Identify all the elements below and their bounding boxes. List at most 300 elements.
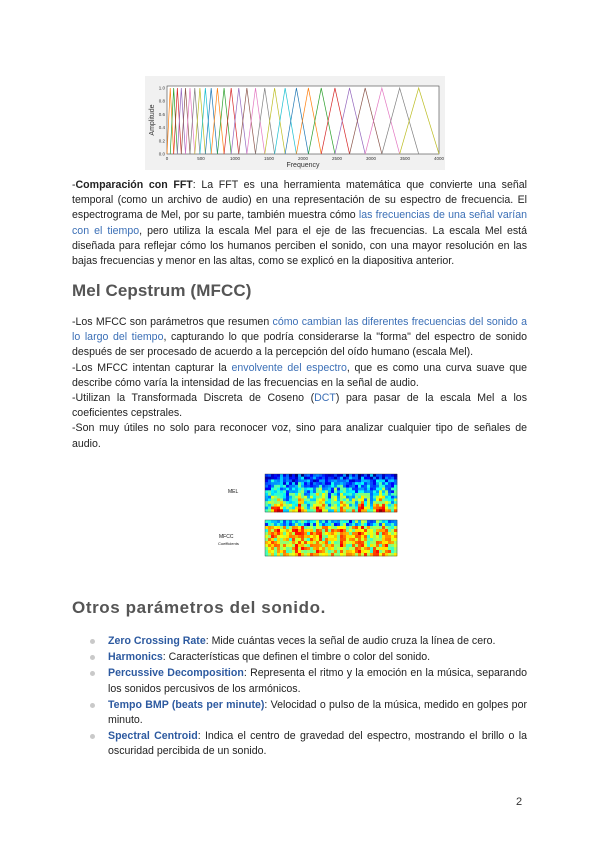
spectrogram-cell [346,526,349,529]
spectrogram-cell [301,501,304,504]
spectrogram-cell [364,488,367,491]
spectrogram-cell [268,482,271,485]
spectrogram-cell [277,520,280,523]
spectrogram-cell [280,477,283,480]
spectrogram-cell [331,526,334,529]
spectrogram-cell [385,485,388,488]
spectrogram-cell [301,490,304,493]
spectrogram-cell [271,529,274,532]
spectrogram-cell [370,532,373,535]
spectrogram-cell [292,529,295,532]
spectrogram-cell [340,532,343,535]
spectrogram-cell [319,488,322,491]
spectrogram-cell [286,523,289,526]
spectrogram-cell [340,485,343,488]
spectrogram-cell [367,479,370,482]
spectrogram-cell [325,496,328,499]
spectrogram-cell [376,479,379,482]
spectrogram-cell [364,485,367,488]
spectrogram-cell [301,493,304,496]
spectrogram-cell [295,523,298,526]
spectrogram-cell [313,541,316,544]
spectrogram-cell [298,474,301,477]
spectrogram-cell [376,496,379,499]
mfcc-p4-text: -Son muy útiles no solo para reconocer voz, sino para analizar cualquier tipo de señales de audio. [72,422,527,450]
spectrogram-cell [367,490,370,493]
spectrogram-cell [295,526,298,529]
spectrogram-cell [289,490,292,493]
spectrogram-cell [322,547,325,550]
spectrogram-cell [307,477,310,480]
spectrogram-cell [379,490,382,493]
mel-mfcc-figure [215,466,405,570]
spectrogram-cell [355,520,358,523]
spectrogram-cell [376,532,379,535]
spectrogram-cell [274,490,277,493]
mfcc-p2-text-b: , que es como una curva suave que describe cómo varía la intensidad de las frecuencias en la señal de audio. [72,361,527,389]
spectrogram-cell [277,547,280,550]
spectrogram-cell [391,532,394,535]
mfcc-p3-text-b: ) para pasar de la escala Mel a los coeficientes cepstrales. [72,392,527,420]
spectrogram-cell [334,538,337,541]
spectrogram-cell [373,498,376,501]
spectrogram-cell [328,474,331,477]
spectrogram-cell [388,541,391,544]
bullet-text: : Indica el centro de gravedad del espectro, mostrando el brillo o la oscuridad percibida de un sonido. [108,730,527,758]
spectrogram-cell [358,485,361,488]
spectrogram-cell [319,520,322,523]
spectrogram-cell [385,504,388,507]
spectrogram-cell [292,485,295,488]
spectrogram-cell [346,488,349,491]
spectrogram-cell [346,498,349,501]
spectrogram-cell [379,550,382,553]
spectrogram-cell [343,474,346,477]
spectrogram-cell [349,504,352,507]
spectrogram-cell [343,538,346,541]
spectrogram-cell [322,538,325,541]
spectrogram-cell [274,496,277,499]
spectrogram-cell [286,541,289,544]
spectrogram-cell [301,523,304,526]
spectrogram-cell [301,479,304,482]
spectrogram-cell [337,523,340,526]
spectrogram-cell [292,501,295,504]
spectrogram-cell [295,496,298,499]
spectrogram-cell [361,493,364,496]
spectrogram-cell [337,488,340,491]
spectrogram-cell [328,490,331,493]
mfcc-p3-link[interactable]: DCT [314,392,336,405]
y-tick-label: 1.0 [158,85,165,91]
spectrogram-cell [328,544,331,547]
spectrogram-cell [298,550,301,553]
spectrogram-cell [352,532,355,535]
spectrogram-cell [286,488,289,491]
spectrogram-cell [316,550,319,553]
spectrogram-cell [379,507,382,510]
spectrogram-cell [283,488,286,491]
spectrogram-cell [310,485,313,488]
spectrogram-cell [361,523,364,526]
spectrogram-cell [361,550,364,553]
spectrogram-cell [376,498,379,501]
spectrogram-cell [292,507,295,510]
spectrogram-cell [301,529,304,532]
spectrogram-cell [274,493,277,496]
spectrogram-cell [385,535,388,538]
spectrogram-cell [274,523,277,526]
spectrogram-cell [358,532,361,535]
spectrogram-cell [307,544,310,547]
spectrogram-cell [352,526,355,529]
spectrogram-cell [340,523,343,526]
spectrogram-cell [313,504,316,507]
spectrogram-cell [340,479,343,482]
spectrogram-cell [265,538,268,541]
spectrogram-cell [391,496,394,499]
spectrogram-cell [310,482,313,485]
spectrogram-cell [292,488,295,491]
spectrogram-cell [385,544,388,547]
spectrogram-cell [283,477,286,480]
spectrogram-cell [325,523,328,526]
spectrogram-cell [304,550,307,553]
spectrogram-cell [331,490,334,493]
spectrogram-cell [310,526,313,529]
spectrogram-cell [280,501,283,504]
bullet-term: Zero Crossing Rate [108,635,206,647]
spectrogram-cell [382,538,385,541]
spectrogram-cell [322,485,325,488]
spectrogram-cell [331,501,334,504]
spectrogram-cell [298,482,301,485]
bullet-icon [90,639,95,644]
spectrogram-cell [286,477,289,480]
spectrogram-cell [340,496,343,499]
spectrogram-cell [283,538,286,541]
spectrogram-cell [388,535,391,538]
spectrogram-cell [376,541,379,544]
spectrogram-cell [274,526,277,529]
spectrogram-cell [367,498,370,501]
spectrogram-cell [310,504,313,507]
spectrogram-cell [322,479,325,482]
spectrogram-cell [358,496,361,499]
spectrogram-cell [373,490,376,493]
spectrogram-cell [301,538,304,541]
spectrogram-cell [349,532,352,535]
spectrogram-cell [349,496,352,499]
spectrogram-cell [355,498,358,501]
spectrogram-cell [292,532,295,535]
spectrogram-cell [283,507,286,510]
spectrogram-cell [295,532,298,535]
spectrogram-cell [310,538,313,541]
spectrogram-cell [349,501,352,504]
spectrogram-cell [340,541,343,544]
spectrogram-cell [265,479,268,482]
spectrogram-cell [319,526,322,529]
spectrogram-cell [334,526,337,529]
spectrogram-cell [265,544,268,547]
y-tick-label: 0.2 [158,138,165,144]
spectrogram-cell [382,529,385,532]
spectrogram-cell [280,498,283,501]
spectrogram-cell [319,535,322,538]
spectrogram-cell [268,485,271,488]
spectrogram-cell [391,526,394,529]
spectrogram-cell [328,507,331,510]
spectrogram-cell [274,498,277,501]
spectrogram-cell [364,482,367,485]
spectrogram-cell [307,532,310,535]
spectrogram-cell [367,523,370,526]
mfcc-p3-text-a: -Utilizan la Transformada Discreta de Coseno ( [72,392,315,405]
spectrogram-cell [280,520,283,523]
spectrogram-cell [268,498,271,501]
spectrogram-cell [343,490,346,493]
spectrogram-cell [358,538,361,541]
spectrogram-cell [292,482,295,485]
spectrogram-cell [367,474,370,477]
spectrogram-cell [382,532,385,535]
spectrogram-cell [331,496,334,499]
spectrogram-cell [280,529,283,532]
spectrogram-cell [352,538,355,541]
spectrogram-cell [268,474,271,477]
x-tick-label: 4000 [433,156,445,161]
spectrogram-cell [367,507,370,510]
spectrogram-cell [271,520,274,523]
spectrogram-cell [301,547,304,550]
bullet-icon [90,671,95,676]
spectrogram-cell [379,526,382,529]
spectrogram-cell [271,541,274,544]
spectrogram-cell [388,523,391,526]
spectrogram-cell [340,493,343,496]
spectrogram-cell [277,526,280,529]
fft-text-1: : La FFT es una herramienta matemática que convierte una señal temporal (como un archivo de audio) en una representación de su espectro de frecuencia. El espectrograma de Mel, por su parte, también muestra cómo [72,179,527,222]
spectrogram-cell [265,490,268,493]
spectrogram-cell [271,507,274,510]
spectrogram-cell [334,550,337,553]
spectrogram-cell [304,523,307,526]
spectrogram-cell [331,547,334,550]
spectrogram-cell [304,482,307,485]
spectrogram-cell [328,529,331,532]
spectrogram-cell [349,474,352,477]
mfcc-p2-link[interactable]: envolvente del espectro [231,361,347,374]
spectrogram-cell [367,529,370,532]
spectrogram-cell [358,493,361,496]
spectrogram-cell [313,520,316,523]
spectrogram-cell [340,488,343,491]
spectrogram-cell [268,496,271,499]
spectrogram-cell [280,479,283,482]
spectrogram-cell [364,498,367,501]
spectrogram-cell [274,529,277,532]
spectrogram-cell [295,550,298,553]
spectrogram-cell [277,498,280,501]
spectrogram-cell [271,493,274,496]
spectrogram-cell [370,504,373,507]
spectrogram-cell [277,493,280,496]
spectrogram-cell [316,526,319,529]
mel-mfcc-spectrograms [215,466,405,570]
spectrogram-cell [325,507,328,510]
spectrogram-cell [346,535,349,538]
spectrogram-cell [385,498,388,501]
spectrogram-cell [370,493,373,496]
spectrogram-cell [301,498,304,501]
list-item [90,729,527,759]
bullet-icon [90,703,95,708]
spectrogram-cell [367,504,370,507]
spectrogram-cell [364,523,367,526]
spectrogram-cell [370,507,373,510]
spectrogram-cell [268,501,271,504]
spectrogram-cell [289,498,292,501]
spectrogram-cell [286,529,289,532]
spectrogram-cell [337,477,340,480]
spectrogram-cell [370,496,373,499]
spectrogram-cell [313,477,316,480]
spectrogram-cell [364,474,367,477]
spectrogram-cell [322,501,325,504]
spectrogram-cell [331,498,334,501]
spectrogram-cell [292,504,295,507]
spectrogram-cell [334,501,337,504]
spectrogram-cell [370,529,373,532]
spectrogram-cell [391,547,394,550]
spectrogram-cell [361,541,364,544]
spectrogram-cell [283,498,286,501]
spectrogram-cell [322,541,325,544]
spectrogram-cell [340,520,343,523]
spectrogram-cell [340,507,343,510]
spectrogram-cell [361,485,364,488]
spectrogram-cell [304,474,307,477]
spectrogram-cell [391,507,394,510]
spectrogram-cell [295,498,298,501]
spectrogram-cell [334,520,337,523]
spectrogram-cell [352,523,355,526]
spectrogram-cell [286,474,289,477]
spectrogram-cell [340,474,343,477]
spectrogram-cell [286,520,289,523]
spectrogram-cell [355,485,358,488]
spectrogram-cell [373,485,376,488]
spectrogram-cell [283,547,286,550]
spectrogram-cell [385,550,388,553]
spectrogram-cell [271,488,274,491]
spectrogram-cell [319,474,322,477]
spectrogram-cell [304,529,307,532]
spectrogram-cell [298,529,301,532]
spectrogram-cell [295,541,298,544]
spectrogram-cell [286,496,289,499]
spectrogram-cell [316,485,319,488]
spectrogram-cell [367,535,370,538]
spectrogram-cell [367,544,370,547]
spectrogram-cell [277,544,280,547]
spectrogram-cell [295,477,298,480]
spectrogram-cell [367,550,370,553]
spectrogram-cell [334,485,337,488]
spectrogram-cell [343,526,346,529]
spectrogram-cell [373,547,376,550]
spectrogram-cell [268,507,271,510]
y-tick-label: 0.4 [158,125,165,131]
spectrogram-cell [316,547,319,550]
spectrogram-cell [391,523,394,526]
spectrogram-cell [295,493,298,496]
x-tick-label: 3500 [399,156,411,161]
spectrogram-cell [277,496,280,499]
spectrogram-cell [322,477,325,480]
spectrogram-cell [358,490,361,493]
spectrogram-cell [391,490,394,493]
spectrogram-cell [361,547,364,550]
spectrogram-cell [337,544,340,547]
spectrogram-cell [364,493,367,496]
spectrogram-cell [373,507,376,510]
spectrogram-cell [337,482,340,485]
spectrogram-cell [346,501,349,504]
spectrogram-cell [274,477,277,480]
spectrogram-cell [391,529,394,532]
spectrogram-cell [310,479,313,482]
spectrogram-cell [373,496,376,499]
spectrogram-cell [340,538,343,541]
spectrogram-cell [376,538,379,541]
spectrogram-cell [361,474,364,477]
spectrogram-cell [334,474,337,477]
bullet-text: : Velocidad o pulso de la música, medido en golpes por minuto. [108,698,527,727]
spectrogram-cell [307,490,310,493]
spectrogram-cell [334,547,337,550]
spectrogram-cell [361,490,364,493]
spectrogram-cell [289,535,292,538]
spectrogram-cell [337,535,340,538]
spectrogram-cell [385,529,388,532]
mfcc-p1-link[interactable]: cómo cambian las diferentes frecuencias del sonido a lo largo del tiempo [72,316,527,344]
spectrogram-cell [313,496,316,499]
spectrogram-cell [268,550,271,553]
spectrogram-cell [382,544,385,547]
spectrogram-cell [385,477,388,480]
bullet-term: Spectral Centroid [108,730,198,743]
spectrogram-cell [277,550,280,553]
spectrogram-cell [367,501,370,504]
spectrogram-cell [358,529,361,532]
spectrogram-cell [391,520,394,523]
spectrogram-cell [292,526,295,529]
spectrogram-cell [322,490,325,493]
spectrogram-cell [355,504,358,507]
fft-link[interactable]: las frecuencias de una señal varían con el tiempo [72,209,527,237]
spectrogram-cell [313,490,316,493]
spectrogram-cell [379,488,382,491]
spectrogram-cell [382,485,385,488]
spectrogram-cell [316,482,319,485]
spectrogram-cell [295,488,298,491]
spectrogram-cell [304,496,307,499]
spectrogram-cell [295,520,298,523]
spectrogram-cell [292,498,295,501]
spectrogram-cell [319,529,322,532]
